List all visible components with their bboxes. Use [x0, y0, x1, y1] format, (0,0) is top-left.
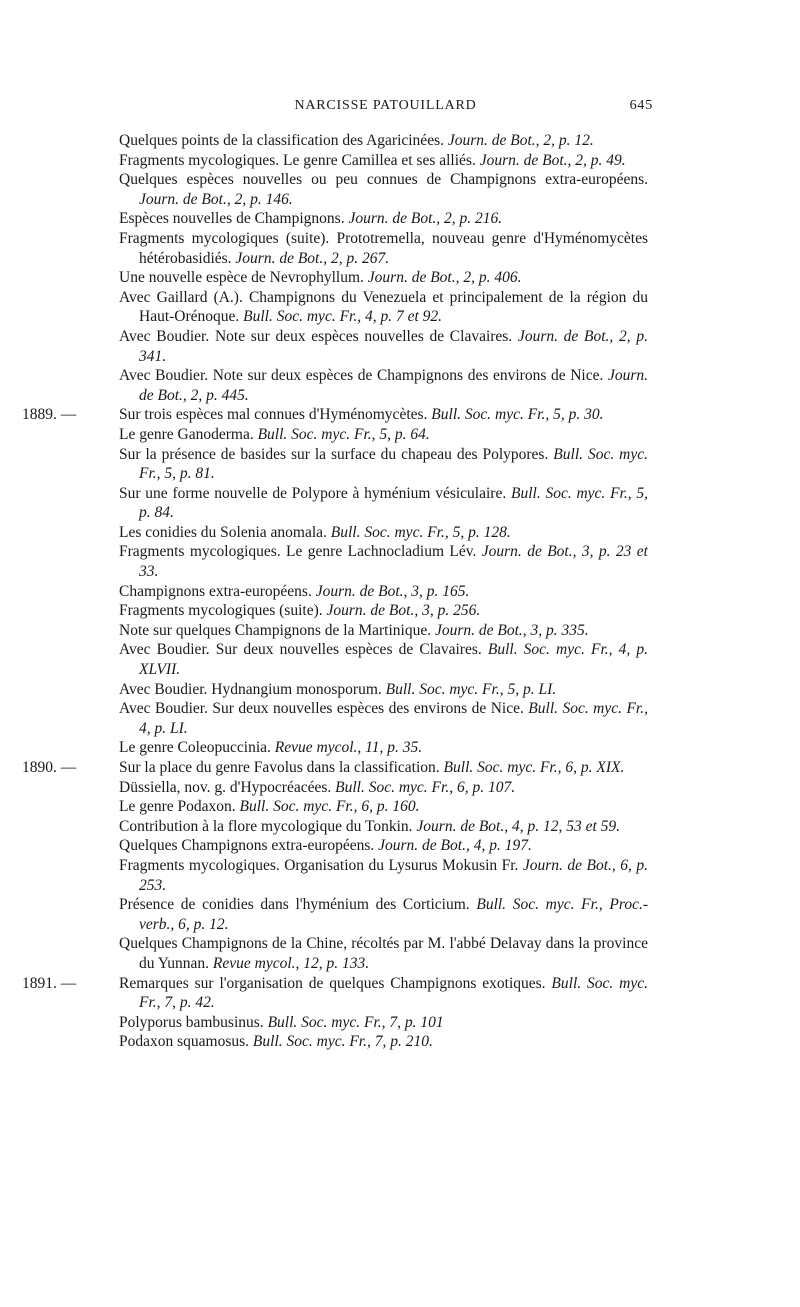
entry-reference: Journ. de Bot., 4, p. 197.	[374, 837, 532, 855]
entry-title: Quelques Champignons extra-européens.	[119, 837, 375, 855]
entry-title: Fragments mycologiques. Le genre Lachnocladium Lév.	[119, 543, 477, 561]
entry-reference: Bull. Soc. myc. Fr., 7, p. 210.	[249, 1033, 433, 1051]
bibliography-entry	[0, 680, 648, 700]
entry-reference: Bull. Soc. myc. Fr., 6, p. 160.	[235, 798, 420, 816]
entry-text	[119, 445, 648, 484]
bibliography-entry	[0, 934, 648, 973]
entry-text	[119, 934, 648, 973]
entry-title: Fragments mycologiques. Le genre Camillea et ses alliés.	[119, 151, 476, 169]
entry-text	[119, 680, 648, 700]
entry-text	[119, 836, 648, 856]
entry-text	[119, 327, 648, 366]
entry-reference: Bull. Soc. myc. Fr., 4, p. 7 et 92.	[239, 308, 443, 326]
entry-text	[119, 778, 648, 798]
bibliography-entry	[0, 640, 648, 679]
entry-reference: Bull. Soc. myc. Fr., 4, p. XLVII.	[139, 641, 648, 679]
entry-reference: Journ. de Bot., 2, p. 12.	[443, 132, 594, 149]
bibliography-entry	[0, 151, 648, 171]
entry-reference: Bull. Soc. myc. Fr., 5, p. 30.	[427, 406, 604, 424]
bibliography-entry	[0, 288, 648, 327]
entry-title: Le genre Podaxon.	[119, 798, 236, 816]
entry-title: Fragments mycologiques. Organisation du Lysurus Mokusin Fr.	[119, 856, 519, 874]
entry-text	[119, 170, 648, 209]
entry-reference: Revue mycol., 11, p. 35.	[270, 739, 423, 757]
entry-text	[119, 209, 648, 229]
bibliography-entry	[0, 1013, 648, 1033]
bibliography-entry	[0, 366, 648, 405]
entry-title: Remarques sur l'organisation de quelques Champignons exotiques.	[119, 974, 546, 992]
entry-reference: Bull. Soc. myc. Fr., 5, p. 84.	[139, 484, 648, 522]
bibliography-entry	[0, 621, 648, 641]
bibliography-entry	[0, 542, 648, 581]
bibliography-entry	[0, 484, 648, 523]
entry-reference: Journ. de Bot., 3, p. 335.	[431, 621, 589, 639]
entry-reference: Revue mycol., 12, p. 133.	[209, 954, 370, 972]
page-number: 645	[629, 98, 653, 113]
bibliography-entry	[0, 699, 648, 738]
entry-title: Note sur quelques Champignons de la Martinique.	[119, 621, 432, 639]
bibliography-entry	[0, 445, 648, 484]
entry-text	[119, 523, 648, 543]
bibliography-entry	[0, 856, 648, 895]
bibliography-entry	[0, 974, 648, 1013]
bibliography-entry	[0, 209, 648, 229]
entry-title: Sur une forme nouvelle de Polypore à hyménium vésiculaire.	[119, 484, 507, 502]
entry-reference: Journ. de Bot., 3, p. 23 et 33.	[139, 543, 648, 581]
running-header-author: NARCISSE PATOUILLARD	[294, 98, 477, 113]
bibliography-entry	[0, 131, 648, 151]
entry-reference: Journ. de Bot., 6, p. 253.	[139, 856, 648, 894]
entry-title: Quelques points de la classification des Agaricinées.	[119, 132, 444, 149]
bibliography-entry	[0, 797, 648, 817]
bibliography-entry	[0, 895, 648, 934]
entry-text	[119, 1013, 648, 1033]
bibliography-entry	[0, 268, 648, 288]
entry-title: Fragments mycologiques (suite). Prototremella, nouveau genre d'Hyménomycètes hétérobasidiés.	[119, 229, 648, 267]
entry-title: Sur la présence de basides sur la surface du chapeau des Polypores.	[119, 445, 549, 463]
entry-reference: Journ. de Bot., 2, p. 341.	[139, 327, 648, 365]
entry-reference: Journ. de Bot., 2, p. 49.	[475, 151, 626, 169]
entry-text	[119, 738, 648, 758]
entry-reference: Bull. Soc. myc. Fr., 7, p. 101	[263, 1013, 444, 1031]
entry-text	[119, 797, 648, 817]
entry-text	[119, 151, 648, 171]
entry-reference: Bull. Soc. myc. Fr., 7, p. 42.	[139, 974, 648, 1012]
entry-text	[119, 484, 648, 523]
entry-title: Présence de conidies dans l'hyménium des Corticium.	[119, 896, 470, 914]
entry-text	[119, 425, 648, 445]
entry-reference: Journ. de Bot., 2, p. 267.	[231, 249, 390, 267]
entry-title: Avec Gaillard (A.). Champignons du Venezuela et principalement de la région du Haut-Orénoque.	[119, 288, 648, 326]
bibliography-entry	[0, 425, 648, 445]
entry-reference: Bull. Soc. myc. Fr., 6, p. XIX.	[439, 759, 625, 776]
entry-reference: Bull. Soc. myc. Fr., 5, p. 128.	[326, 523, 511, 541]
entry-title: Le genre Ganoderma.	[119, 425, 254, 443]
entry-text	[119, 366, 648, 405]
entry-text	[119, 895, 648, 934]
entry-text	[119, 974, 648, 1013]
entry-reference: Journ. de Bot., 2, p. 216.	[344, 210, 503, 228]
entry-title: Les conidies du Solenia anomala.	[119, 523, 327, 541]
entry-year: 1889. —	[22, 406, 77, 424]
entry-title: Düssiella, nov. g. d'Hypocréacées.	[119, 778, 332, 796]
entry-reference: Bull. Soc. myc. Fr., 4, p. LI.	[139, 700, 648, 737]
entry-year: 1890. —	[22, 759, 77, 776]
entry-title: Avec Boudier. Note sur deux espèces nouvelles de Clavaires.	[119, 327, 513, 345]
entry-reference: Bull. Soc. myc. Fr., 5, p. 81.	[139, 445, 648, 483]
entry-text	[119, 405, 648, 425]
entry-title: Sur la place du genre Favolus dans la classification.	[119, 759, 440, 776]
entry-reference: Journ. de Bot., 4, p. 12, 53 et 59.	[412, 817, 621, 835]
entry-reference: Journ. de Bot., 2, p. 406.	[363, 269, 522, 287]
bibliography-entry	[0, 817, 648, 837]
entry-title: Une nouvelle espèce de Nevrophyllum.	[119, 269, 364, 287]
entry-reference: Bull. Soc. myc. Fr., 5, p. 64.	[253, 425, 430, 443]
entry-text	[119, 131, 648, 151]
entry-text	[119, 582, 648, 602]
bibliography-entry	[0, 229, 648, 268]
entry-reference: Journ. de Bot., 2, p. 445.	[139, 367, 648, 404]
bibliography-entry	[0, 405, 648, 425]
bibliography-entry	[0, 170, 648, 209]
bibliography-entry	[0, 738, 648, 758]
entry-text	[119, 1032, 648, 1052]
entry-reference: Journ. de Bot., 3, p. 165.	[311, 582, 470, 600]
entry-title: Contribution à la flore mycologique du Tonkin.	[119, 817, 413, 835]
entry-title: Le genre Coleopuccinia.	[119, 739, 271, 757]
entry-text	[119, 268, 648, 288]
bibliography-entry	[0, 582, 648, 602]
entry-reference: Journ. de Bot., 3, p. 256.	[322, 602, 481, 620]
entry-text	[119, 542, 648, 581]
entry-title: Avec Boudier. Note sur deux espèces de Champignons des environs de Nice.	[119, 367, 604, 385]
entry-reference: Journ. de Bot., 2, p. 146.	[139, 190, 293, 208]
bibliography-entry	[0, 758, 648, 778]
entry-title: Champignons extra-européens.	[119, 582, 312, 600]
entry-reference: Bull. Soc. myc. Fr., Proc.-verb., 6, p. 12.	[139, 896, 648, 933]
entry-title: Espèces nouvelles de Champignons.	[119, 210, 345, 228]
entry-reference: Bull. Soc. myc. Fr., 6, p. 107.	[331, 778, 516, 796]
entry-text	[119, 621, 648, 641]
bibliography-entry	[0, 1032, 648, 1052]
entry-year: 1891. —	[22, 974, 77, 992]
entry-text	[119, 758, 648, 778]
bibliography-list	[0, 131, 800, 1052]
bibliography-entry	[0, 778, 648, 798]
bibliography-entry	[0, 836, 648, 856]
entry-title: Quelques espèces nouvelles ou peu connues de Champignons extra-européens.	[119, 171, 648, 189]
entry-title: Avec Boudier. Hydnangium monosporum.	[119, 680, 382, 698]
entry-text	[119, 601, 648, 621]
running-header	[118, 98, 653, 122]
bibliography-entry	[0, 601, 648, 621]
entry-text	[119, 856, 648, 895]
entry-text	[119, 640, 648, 679]
entry-title: Polyporus bambusinus.	[119, 1013, 264, 1031]
entry-text	[119, 288, 648, 327]
entry-reference: Bull. Soc. myc. Fr., 5, p. LI.	[381, 680, 557, 698]
entry-text	[119, 817, 648, 837]
entry-text	[119, 229, 648, 268]
bibliography-entry	[0, 327, 648, 366]
entry-title: Avec Boudier. Sur deux nouvelles espèces des environs de Nice.	[119, 700, 524, 718]
bibliography-entry	[0, 523, 648, 543]
entry-title: Sur trois espèces mal connues d'Hyménomycètes.	[119, 406, 428, 424]
entry-title: Podaxon squamosus.	[119, 1033, 250, 1051]
entry-text	[119, 699, 648, 738]
entry-title: Avec Boudier. Sur deux nouvelles espèces de Clavaires.	[119, 641, 482, 659]
entry-title: Quelques Champignons de la Chine, récoltés par M. l'abbé Delavay dans la province du Yunnan.	[119, 935, 648, 972]
entry-title: Fragments mycologiques (suite).	[119, 602, 323, 620]
